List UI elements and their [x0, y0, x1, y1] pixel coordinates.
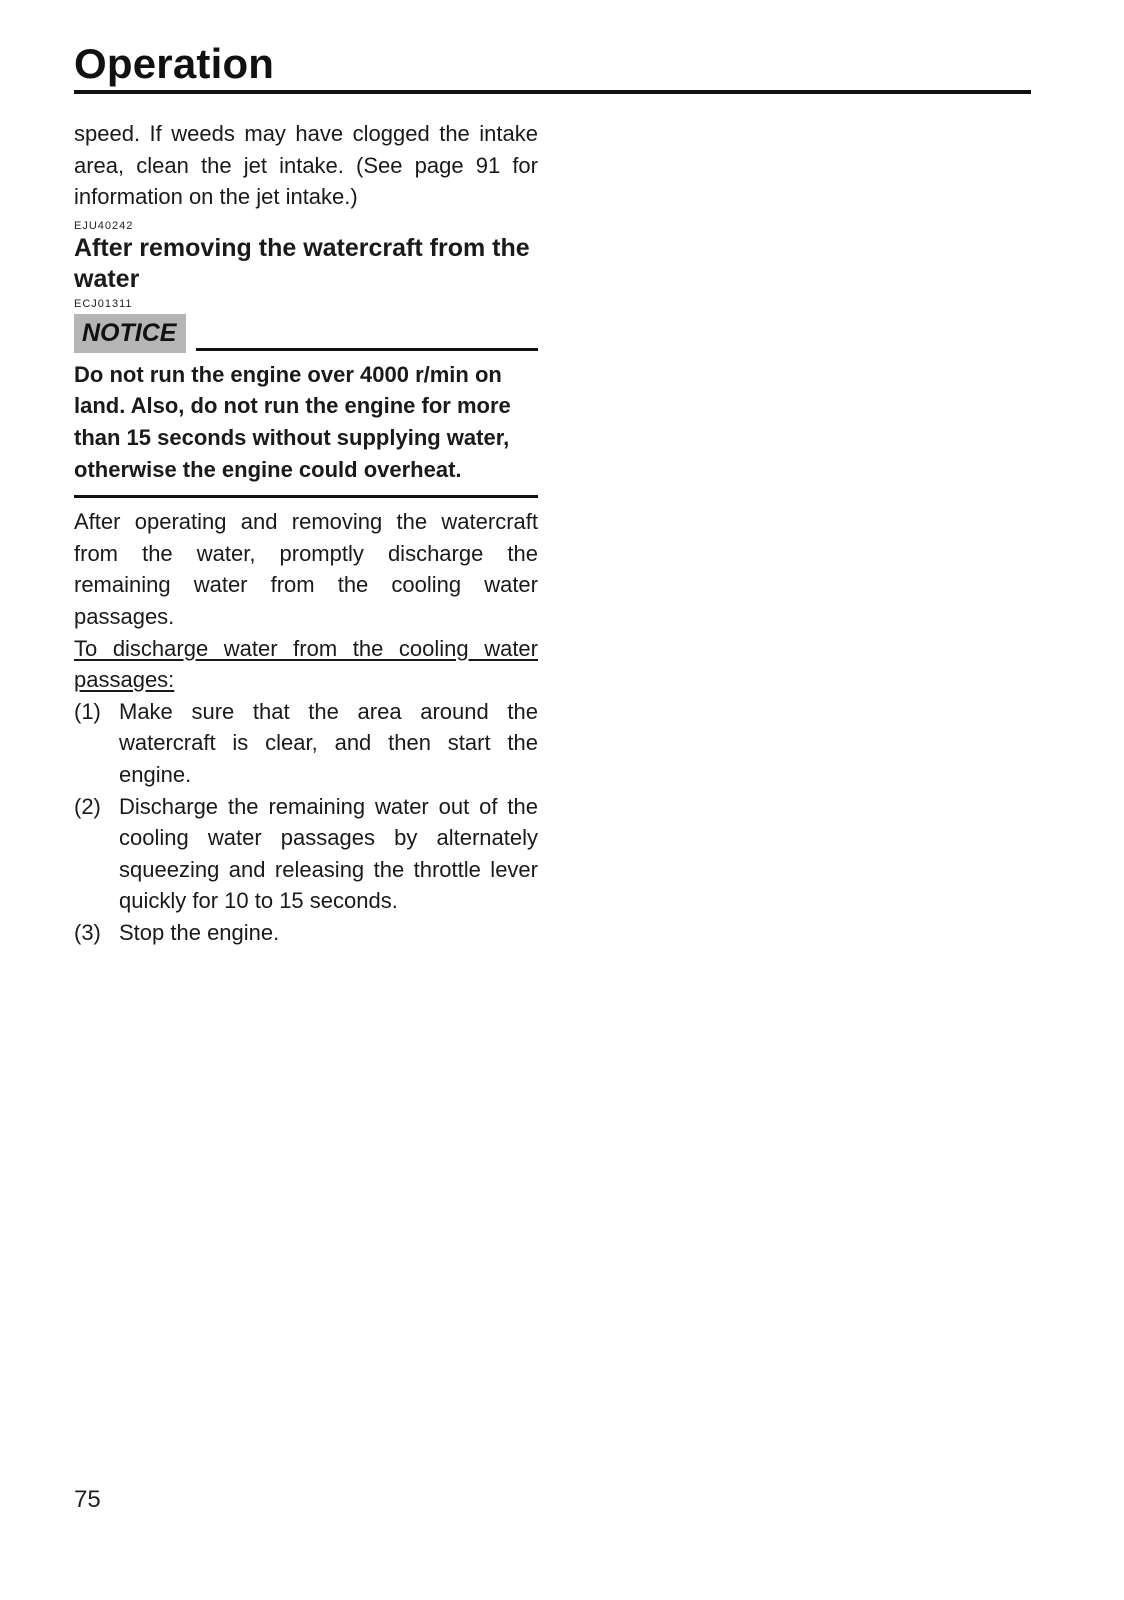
step-text: Make sure that the area around the watercraft is clear, and then start the engine.: [119, 698, 538, 787]
intro-paragraph: speed. If weeds may have clogged the intake area, clean the jet intake. (See page 91 for information on the jet intake.): [74, 121, 538, 210]
step-text: Discharge the remaining water out of the cooling water passages by alternately squeezing and releasing the throttle lever quickly for 10 to 15 seconds.: [119, 793, 538, 914]
notice-code: ECJ01311: [74, 297, 133, 310]
procedure-steps: [74, 696, 538, 949]
notice-bottom-rule: [74, 495, 538, 498]
procedure-heading: To discharge water from the cooling water passages:: [74, 635, 538, 693]
header-rule: [74, 90, 1031, 94]
notice-text: Do not run the engine over 4000 r/min on land. Also, do not run the engine for more than 15 seconds without supplying water, otherwise the engine could overheat.: [74, 361, 511, 482]
list-item: [74, 917, 538, 949]
main-column: [74, 118, 538, 948]
body-paragraph: After operating and removing the watercraft from the water, promptly discharge the remaining water from the cooling water passages.: [74, 509, 538, 629]
notice-rule: [196, 348, 538, 351]
step-text: Stop the engine.: [119, 919, 280, 945]
page-number: 75: [74, 1486, 101, 1513]
notice-badge: NOTICE: [74, 314, 186, 353]
page-title: Operation: [74, 40, 275, 87]
step-number: (2): [74, 793, 101, 819]
step-number: (1): [74, 698, 101, 724]
section-code: EJU40242: [74, 219, 134, 232]
section-title: After removing the watercraft from the water: [74, 233, 530, 293]
list-item: [74, 791, 538, 917]
notice-header: [74, 313, 538, 353]
step-number: (3): [74, 919, 101, 945]
list-item: [74, 696, 538, 791]
